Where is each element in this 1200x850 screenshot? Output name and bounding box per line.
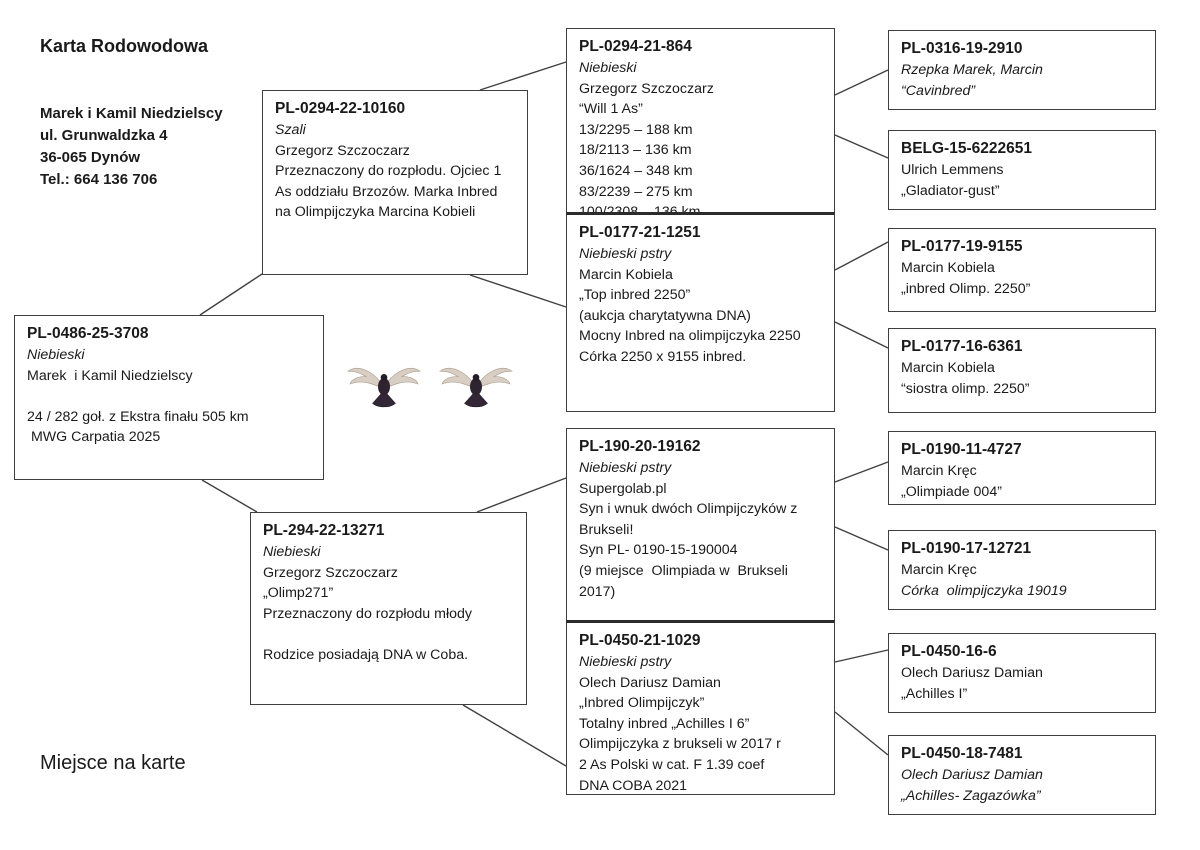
box-text-line: MWG Carpatia 2025 xyxy=(27,429,161,446)
owner-city: 36-065 Dynów xyxy=(40,149,141,166)
box-text-line: „Inbred Olimpijczyk” xyxy=(579,695,705,712)
box-text-line: “siostra olimp. 2250” xyxy=(901,380,1030,397)
ring-number: PL-0177-19-9155 xyxy=(901,238,1023,255)
box-text-line: Marek i Kamil Niedzielscy xyxy=(27,367,193,384)
box-text-line: Przeznaczony do rozpłodu młody xyxy=(263,605,472,622)
ring-number: PL-0450-16-6 xyxy=(901,643,997,660)
owner-phone: Tel.: 664 136 706 xyxy=(40,171,158,188)
box-text-line: Marcin Kręc xyxy=(901,463,977,479)
box-text-line: Niebieski pstry xyxy=(579,654,672,670)
box-text-line: DNA COBA 2021 xyxy=(579,777,688,794)
pedigree-box-sire-dam-dam xyxy=(888,328,1156,413)
page-title: Karta Rodowodowa xyxy=(40,36,209,56)
box-text-line: “Cavinbred” xyxy=(901,82,976,99)
ring-number: PL-294-22-13271 xyxy=(263,522,385,539)
ring-number: PL-0450-21-1029 xyxy=(579,632,701,649)
pedigree-box-sire-dam xyxy=(566,212,835,412)
box-text-line: Marcin Kobiela xyxy=(901,360,995,376)
box-text-line: „Top inbred 2250” xyxy=(579,287,691,304)
ring-number: PL-0294-22-10160 xyxy=(275,100,406,117)
box-text-line: „Achilles- Zagazówka” xyxy=(901,787,1041,804)
ring-number: PL-0450-18-7481 xyxy=(901,745,1023,762)
ring-number: PL-0190-17-12721 xyxy=(901,540,1032,557)
box-text-line: Niebieski xyxy=(263,544,321,560)
pedigree-box-dam xyxy=(250,512,527,705)
box-text-line: 2 As Polski w cat. F 1.39 coef xyxy=(579,756,765,773)
box-text-line: „Achilles I” xyxy=(901,685,968,702)
owner-name: Marek i Kamil Niedzielscy xyxy=(40,105,223,122)
pedigree-box-dam-dam-sire xyxy=(888,633,1156,713)
ring-number: PL-0294-21-864 xyxy=(579,38,692,55)
box-text-line: Ulrich Lemmens xyxy=(901,162,1004,178)
ring-number: PL-0316-19-2910 xyxy=(901,40,1023,57)
box-text-line: Syn PL- 0190-15-190004 xyxy=(579,542,738,559)
flying-pigeon-icon xyxy=(344,360,424,416)
box-text-line: Córka 2250 x 9155 inbred. xyxy=(579,348,747,365)
box-text-line: Rodzice posiadają DNA w Coba. xyxy=(263,646,469,663)
box-text-line: Niebieski xyxy=(27,347,85,363)
box-text-line: Mocny Inbred na olimpijczyka 2250 xyxy=(579,328,801,345)
box-text-line: Niebieski xyxy=(579,60,637,76)
owner-street: ul. Grunwaldzka 4 xyxy=(40,127,168,144)
box-text-line: Córka olimpijczyka 19019 xyxy=(901,582,1067,599)
box-text-line: 13/2295 – 188 km xyxy=(579,121,693,138)
ring-number: PL-0177-21-1251 xyxy=(579,224,701,241)
box-text-line: (9 miejsce Olimpiada w Brukseli 2017) xyxy=(579,562,792,600)
box-text-line: „Olimpiade 004” xyxy=(901,483,1002,500)
box-text-line: Marcin Kobiela xyxy=(579,266,673,283)
ring-number: BELG-15-6222651 xyxy=(901,140,1032,157)
pedigree-box-sire-sire-dam xyxy=(888,130,1156,210)
box-text-line: Syn i wnuk dwóch Olimpijczyków z Brukseli! xyxy=(579,501,802,538)
pedigree-box-sire-dam-sire xyxy=(888,228,1156,312)
box-text-line: „Olimp271” xyxy=(263,585,334,602)
box-text-line: Marcin Kręc xyxy=(901,562,977,578)
footer-note: Miejsce na karte xyxy=(40,752,186,774)
pedigree-box-dam-sire-sire xyxy=(888,431,1156,505)
box-text-line: Olimpijczyka z brukseli w 2017 r xyxy=(579,736,781,753)
box-text-line: Olech Dariusz Damian xyxy=(901,665,1043,681)
ring-number: PL-0486-25-3708 xyxy=(27,325,149,342)
ring-number: PL-0190-11-4727 xyxy=(901,441,1022,458)
pedigree-box-sire-sire xyxy=(566,28,835,212)
pedigree-box-sire xyxy=(262,90,528,275)
box-text-line: Marcin Kobiela xyxy=(901,260,995,276)
box-text-line: Grzegorz Szczoczarz xyxy=(263,564,398,581)
box-text-line: „inbred Olimp. 2250” xyxy=(901,280,1031,297)
pedigree-box-sire-sire-sire xyxy=(888,30,1156,110)
box-text-line: Przeznaczony do rozpłodu. Ojciec 1 As oddziału Brzozów. Marka Inbred na Olimpijczyka Marcina Kobieli xyxy=(275,163,505,221)
box-text-line: „Gladiator-gust” xyxy=(901,182,1000,199)
flying-pigeon-icon xyxy=(436,360,516,416)
box-text-line xyxy=(27,386,311,407)
box-text-line: Olech Dariusz Damian xyxy=(579,674,721,691)
pedigree-box-subject xyxy=(14,315,324,480)
box-text-line: 83/2239 – 275 km xyxy=(579,183,693,200)
box-text-line: Niebieski pstry xyxy=(579,246,672,262)
box-text-line: Szali xyxy=(275,122,306,138)
box-text-line: (aukcja charytatywna DNA) xyxy=(579,307,751,324)
box-text-line: Rzepka Marek, Marcin xyxy=(901,62,1043,78)
box-text-line: Totalny inbred „Achilles I 6” xyxy=(579,715,750,732)
box-text-line: Grzegorz Szczoczarz xyxy=(579,80,714,97)
pedigree-box-dam-sire xyxy=(566,428,835,620)
box-text-line: 24 / 282 goł. z Ekstra finału 505 km xyxy=(27,408,249,425)
box-text-line xyxy=(263,624,514,645)
box-text-line: 18/2113 – 136 km xyxy=(579,142,692,159)
ring-number: PL-190-20-19162 xyxy=(579,438,701,455)
box-text-line: 36/1624 – 348 km xyxy=(579,162,693,179)
box-text-line: Olech Dariusz Damian xyxy=(901,767,1043,783)
pedigree-box-dam-sire-dam xyxy=(888,530,1156,610)
box-text-line: Supergolab.pl xyxy=(579,480,667,497)
box-text-line: Niebieski pstry xyxy=(579,460,672,476)
box-text-line: Grzegorz Szczoczarz xyxy=(275,142,410,159)
pedigree-box-dam-dam xyxy=(566,620,835,795)
pedigree-box-dam-dam-dam xyxy=(888,735,1156,815)
ring-number: PL-0177-16-6361 xyxy=(901,338,1023,355)
box-text-line: “Will 1 As” xyxy=(579,101,643,118)
